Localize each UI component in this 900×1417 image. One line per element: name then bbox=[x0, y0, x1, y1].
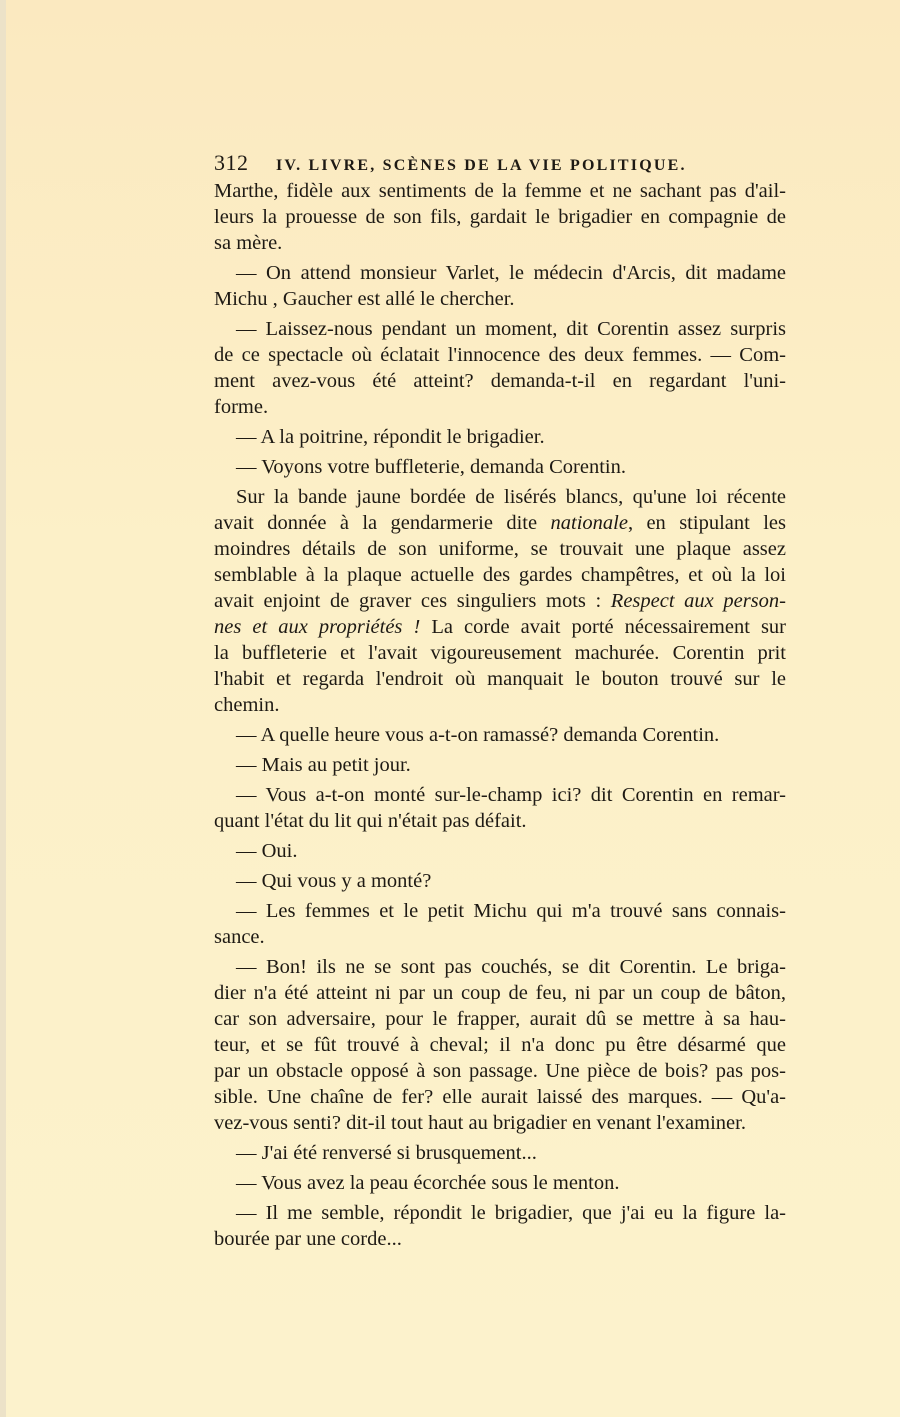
page-header bbox=[214, 150, 786, 178]
text-line: chemin. bbox=[214, 694, 280, 716]
paragraph bbox=[214, 782, 786, 834]
text-line: teur, et se fût trouvé à cheval; il n'a donc pu être désarmé que bbox=[214, 1034, 786, 1056]
paragraph bbox=[214, 1170, 786, 1196]
text-line: — Laissez-nous pendant un moment, dit Corentin assez surpris bbox=[236, 318, 786, 340]
text-line: sa mère. bbox=[214, 232, 283, 254]
text-line: — Vous avez la peau écorchée sous le menton. bbox=[236, 1172, 620, 1194]
text-line: — Les femmes et le petit Michu qui m'a trouvé sans connais- bbox=[236, 900, 786, 922]
paragraph bbox=[214, 868, 786, 894]
paragraph bbox=[214, 722, 786, 748]
text-line: avait donnée à la gendarmerie dite nationale, en stipulant les bbox=[214, 512, 786, 534]
paragraph bbox=[214, 1140, 786, 1166]
text-line: — Mais au petit jour. bbox=[236, 754, 411, 776]
text-line: — Voyons votre buffleterie, demanda Corentin. bbox=[236, 456, 626, 478]
running-head: IV. LIVRE, SCÈNES DE LA VIE POLITIQUE. bbox=[276, 157, 687, 174]
text-line: — Qui vous y a monté? bbox=[236, 870, 432, 892]
italic-text: Respect aux person- bbox=[610, 590, 786, 612]
text-line: — Oui. bbox=[236, 840, 298, 862]
text-line: ment avez-vous été atteint? demanda-t-il en regardant l'uni- bbox=[214, 370, 786, 392]
text-line: — Bon! ils ne se sont pas couchés, se dit Corentin. Le briga- bbox=[236, 956, 786, 978]
text-line: bourée par une corde... bbox=[214, 1228, 402, 1250]
paragraph bbox=[214, 484, 786, 718]
body-text bbox=[214, 178, 786, 1252]
text-line: par un obstacle opposé à son passage. Une pièce de bois? pas pos- bbox=[214, 1060, 786, 1082]
text-line: nes et aux propriétés ! La corde avait porté nécessairement sur bbox=[214, 616, 787, 638]
text-line: Marthe, fidèle aux sentiments de la femme et ne sachant pas d'ail- bbox=[214, 180, 786, 202]
italic-text: nationale bbox=[550, 512, 628, 534]
paragraph bbox=[214, 454, 786, 480]
page-number: 312 bbox=[214, 150, 249, 175]
text-line: quant l'état du lit qui n'était pas défait. bbox=[214, 810, 527, 832]
paragraph bbox=[214, 898, 786, 950]
book-page bbox=[214, 150, 786, 1256]
text-line: — Il me semble, répondit le brigadier, que j'ai eu la figure la- bbox=[236, 1202, 786, 1224]
text-line: car son adversaire, pour le frapper, aurait dû se mettre à sa hau- bbox=[214, 1008, 786, 1030]
text-line: — On attend monsieur Varlet, le médecin d'Arcis, dit madame bbox=[236, 262, 786, 284]
text-line: sible. Une chaîne de fer? elle aurait laissé des marques. — Qu'a- bbox=[214, 1086, 786, 1108]
paragraph bbox=[214, 424, 786, 450]
text-line: de ce spectacle où éclatait l'innocence des deux femmes. — Com- bbox=[214, 344, 786, 366]
text-line: avait enjoint de graver ces singuliers mots : Respect aux person- bbox=[214, 590, 786, 612]
text-line: sance. bbox=[214, 926, 265, 948]
text-line: dier n'a été atteint ni par un coup de feu, ni par un coup de bâton, bbox=[214, 982, 786, 1004]
text-line: — A la poitrine, répondit le brigadier. bbox=[236, 426, 545, 448]
text-line: Sur la bande jaune bordée de lisérés blancs, qu'une loi récente bbox=[236, 486, 786, 508]
paragraph bbox=[214, 316, 786, 420]
text-line: forme. bbox=[214, 396, 269, 418]
italic-text: nes et aux propriétés ! bbox=[214, 616, 421, 638]
text-line: la buffleterie et l'avait vigoureusement machurée. Corentin prit bbox=[214, 642, 786, 664]
paragraph bbox=[214, 260, 786, 312]
paragraph bbox=[214, 1200, 786, 1252]
scan-edge bbox=[0, 0, 6, 1417]
text-line: vez-vous senti? dit-il tout haut au brigadier en venant l'examiner. bbox=[214, 1112, 746, 1134]
text-line: — J'ai été renversé si brusquement... bbox=[236, 1142, 537, 1164]
paragraph bbox=[214, 178, 786, 256]
text-line: l'habit et regarda l'endroit où manquait le bouton trouvé sur le bbox=[214, 668, 786, 690]
text-line: — A quelle heure vous a-t-on ramassé? demanda Corentin. bbox=[236, 724, 720, 746]
text-line: — Vous a-t-on monté sur-le-champ ici? dit Corentin en remar- bbox=[236, 784, 786, 806]
text-line: Michu , Gaucher est allé le chercher. bbox=[214, 288, 515, 310]
text-line: semblable à la plaque actuelle des gardes champêtres, et où la loi bbox=[214, 564, 786, 586]
paragraph bbox=[214, 954, 786, 1136]
text-line: moindres détails de son uniforme, se trouvait une plaque assez bbox=[214, 538, 786, 560]
paragraph bbox=[214, 752, 786, 778]
text-line: leurs la prouesse de son fils, gardait le brigadier en compagnie de bbox=[214, 206, 786, 228]
paragraph bbox=[214, 838, 786, 864]
